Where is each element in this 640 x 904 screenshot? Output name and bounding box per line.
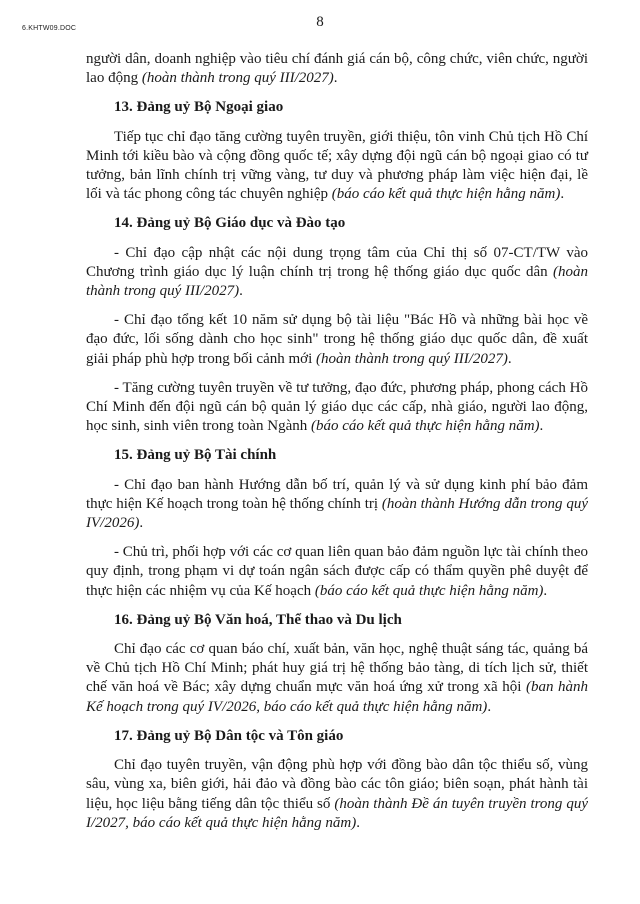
- paragraph: Tiếp tục chỉ đạo tăng cường tuyên truyền, giới thiệu, tôn vinh Chủ tịch Hồ Chí Minh tới kiều bào và cộng đồng quốc tế; xây dựng đội ngũ cán bộ ngoại giao có tư tưởng, bản lĩnh chính trị vững vàng, tư duy và phương pháp làm việc hiện đại, lề lối và tác phong công tác chuyên nghiệp (báo cáo kết quả thực hiện hằng năm).: [86, 128, 588, 203]
- document-body: [86, 50, 588, 843]
- paragraph: - Tăng cường tuyên truyền về tư tưởng, đạo đức, phương pháp, phong cách Hồ Chí Minh đến đội ngũ cán bộ quản lý giáo dục các cấp, nhà giáo, người lao động, học sinh, sinh viên trong toàn Ngành (báo cáo kết quả thực hiện hằng năm).: [86, 379, 588, 435]
- section-heading-17: 17. Đảng uỷ Bộ Dân tộc và Tôn giáo: [114, 727, 344, 744]
- section-heading-15: 15. Đảng uỷ Bộ Tài chính: [114, 447, 277, 464]
- paragraph: người dân, doanh nghiệp vào tiêu chí đánh giá cán bộ, công chức, viên chức, người lao động (hoàn thành trong quý III/2027).: [86, 51, 588, 87]
- section-heading-14: 14. Đảng uỷ Bộ Giáo dục và Đào tạo: [114, 215, 346, 232]
- paragraph: - Chỉ đạo ban hành Hướng dẫn bố trí, quản lý và sử dụng kinh phí bảo đảm thực hiện Kế hoạch trong toàn hệ thống chính trị (hoàn thành Hướng dẫn trong quý IV/2026).: [86, 476, 588, 532]
- paragraph: - Chỉ đạo tổng kết 10 năm sử dụng bộ tài liệu "Bác Hồ và những bài học về đạo đức, lối sống dành cho học sinh" trong hệ thống giáo dục quốc dân, đề xuất giải pháp phù hợp trong bối cảnh mới (hoàn thành trong quý III/2027).: [86, 312, 588, 367]
- file-label: 6.KHTW09.DOC: [22, 25, 77, 32]
- page-number: 8: [316, 14, 324, 30]
- section-heading-13: 13. Đảng uỷ Bộ Ngoại giao: [114, 99, 284, 116]
- paragraph: Chỉ đạo các cơ quan báo chí, xuất bản, văn học, nghệ thuật sáng tác, quảng bá về Chủ tịch Hồ Chí Minh; phát huy giá trị hệ thống bảo tàng, di tích lịch sử, thiết chế văn hoá về Bác; xây dựng chuẩn mực văn hoá ứng xử trong xã hội (ban hành Kế hoạch trong quý IV/2026, báo cáo kết quả thực hiện hằng năm).: [86, 641, 588, 715]
- paragraph: - Chỉ đạo cập nhật các nội dung trọng tâm của Chỉ thị số 07-CT/TW vào Chương trình giáo dục lý luận chính trị trong hệ thống giáo dục quốc dân (hoàn thành trong quý III/2027).: [86, 244, 588, 300]
- section-heading-16: 16. Đảng uỷ Bộ Văn hoá, Thể thao và Du lịch: [114, 611, 402, 628]
- paragraph: Chỉ đạo tuyên truyền, vận động phù hợp với đồng bào dân tộc thiểu số, vùng sâu, vùng xa, biên giới, hải đảo và đồng bào các tôn giáo; biên soạn, phát hành tài liệu, học liệu bằng tiếng dân tộc thiểu số (hoàn thành Đề án tuyên truyền trong quý I/2027, báo cáo kết quả thực hiện hằng năm).: [86, 757, 589, 831]
- paragraph: - Chủ trì, phối hợp với các cơ quan liên quan bảo đảm nguồn lực tài chính theo quy định, trong phạm vi dự toán ngân sách được cấp có thẩm quyền phê duyệt để thực hiện các nhiệm vụ của Kế hoạch (báo cáo kết quả thực hiện hằng năm).: [86, 544, 588, 599]
